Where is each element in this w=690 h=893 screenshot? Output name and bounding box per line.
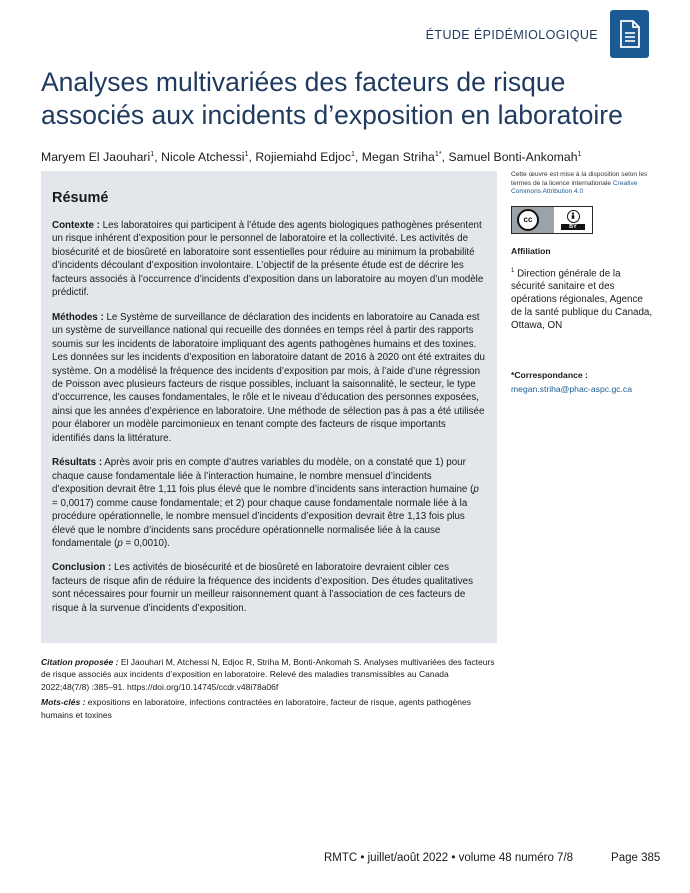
p-symbol: p	[117, 537, 123, 549]
attribution-box	[554, 207, 592, 233]
methods-label: Méthodes :	[52, 311, 104, 323]
section-label: ÉTUDE ÉPIDÉMIOLOGIQUE	[425, 28, 598, 42]
author-list: Maryem El Jaouhari$^1$, Nicole Atchessi$^1$, Rojiemiahd Edjoc$^1$, Megan Striha$^{1*}$, Samuel Bonti-Ankomah$^1$	[41, 150, 582, 164]
attribution-label: BY	[561, 224, 585, 230]
citation-text: El Jaouhari M, Atchessi N, Edjoc R, Striha M, Bonti-Ankomah S. Analyses multivariées des facteurs de risque associés aux incidents d’exposition en laboratoire. Relevé des maladies transmissibles au Canada 2022;48(7/8) :385–91. https://doi.org/10.14745/ccdr.v48i78a06f	[41, 657, 495, 692]
journal-info: RMTC • juillet/août 2022 • volume 48 numéro 7/8	[324, 852, 574, 864]
abstract-results	[52, 456, 486, 550]
creative-commons-icon: cc	[517, 209, 539, 231]
author-name: Nicole Atchessi	[161, 150, 245, 164]
conclusion-label: Conclusion :	[52, 562, 112, 574]
affiliation-sup: 1	[511, 267, 515, 274]
affiliation-body: Direction générale de la sécurité sanitaire et des opérations régionales, Agence de la santé publique du Canada, Ottawa, ON	[511, 268, 653, 332]
license-description: Cette œuvre est mise à la disposition selon les termes de la licence internationale	[511, 171, 648, 187]
sidebar	[511, 171, 656, 394]
conclusion-text: Les activités de biosécurité et de biosûreté en laboratoire devraient cibler ces facteurs de risque afin de réduire la fréquence des incidents d’exposition. Des études qualitatives sont nécessaires pour fournir un meilleur raisonnement quant à l’association de ces facteurs de risque à la survenue d’incidents d’exposition.	[52, 562, 473, 614]
author-name: Samuel Bonti-Ankomah	[448, 150, 578, 164]
keywords-text: expositions en laboratoire, infections contractées en laboratoire, facteur de risque, agents pathogènes humains et toxines	[41, 697, 471, 720]
page-number: Page 385	[611, 852, 661, 864]
abstract-heading: Résumé	[52, 190, 109, 206]
page-footer	[324, 852, 660, 864]
author-affiliation-sup: 1	[577, 150, 582, 158]
results-text-2: = 0,0017) comme cause fondamentale; et 2) pour chaque cause fondamentale normale liée à la procédure opérationnelle, le nombre mensuel d’incidents d’exposition devrait être 1,13 fois plus élevé que le nombre d’incidents sans procédure opérationnelle normalisée liée à la cause fondamentale (	[52, 497, 468, 549]
correspondence-email[interactable]: megan.striha@phac-aspc.gc.ca	[511, 384, 632, 395]
abstract-methods	[52, 311, 486, 446]
keywords	[41, 696, 497, 721]
attribution-person-icon	[567, 210, 580, 223]
author-affiliation-sup: 1*	[434, 150, 442, 158]
document-icon	[619, 20, 641, 48]
p-symbol: p	[473, 484, 479, 496]
context-label: Contexte :	[52, 220, 100, 231]
affiliation-heading: Affiliation	[511, 245, 551, 256]
abstract-conclusion	[52, 561, 486, 615]
keywords-label: Mots-clés :	[41, 697, 86, 708]
abstract-context	[52, 219, 486, 300]
abstract-box	[41, 171, 497, 643]
author-affiliation-sup: 1	[244, 150, 249, 158]
affiliation-text	[511, 265, 656, 332]
author-affiliation-sup: 1	[350, 150, 355, 158]
methods-text: Le Système de surveillance de déclaration des incidents en laboratoire au Canada est un système de surveillance national qui recueille des données en temps réel à partir des rapports soumis sur les incidents de laboratoire impliquant des agents pathogènes humains et des toxines. Les données sur les incidents d’exposition en laboratoire datant de 2016 à 2020 ont été extraites du système. On a modélisé la fréquence des incidents d’exposition par mois, à l’aide d’une régression de Poisson avec plusieurs facteurs de risque possibles, incluant la saisonnalité, le secteur, le type d’occurrence, les causes fondamentales, le rôle et le niveau d’éducation des personnes exposées, ainsi que les années d’expérience en laboratoire. Une méthode de sélection pas à pas a été utilisée pour élaborer un modèle parcimonieux en tenant compte des facteurs de risque importants identifiés dans la littérature.	[52, 311, 485, 444]
citation-label: Citation proposée :	[41, 657, 119, 667]
context-text: Les laboratoires qui participent à l’étude des agents biologiques pathogènes présentent un risque inhérent d’exposition pour le personnel de laboratoire et la collectivité. Les activités de biosécurité et de biosûreté en laboratoire sont essentielles pour réduire au minimum la probabilité d’incidents découlant d’exposition involontaire. L’objectif de la présente étude est de décrire les facteurs associés à l’occurrence d’incidents d’exposition dans un laboratoire au moyen d’un modèle prédictif.	[52, 220, 484, 299]
results-text-3: = 0,0010).	[122, 537, 170, 549]
suggested-citation	[41, 656, 497, 693]
cc-by-badge[interactable]	[511, 206, 593, 234]
results-label: Résultats :	[52, 457, 103, 469]
license-link[interactable]: Creative Commons Attribution 4.0	[511, 179, 638, 196]
author-name: Maryem El Jaouhari	[41, 150, 151, 164]
article-title: Analyses multivariées des facteurs de risque associés aux incidents d’exposition en laboratoire	[41, 67, 623, 130]
results-text-1: Après avoir pris en compte d’autres variables du modèle, on a constaté que 1) pour chaque cause fondamentale liée à l’interaction humaine, le nombre mensuel d’incidents d’exposition devrait être 1,11 fois plus élevé que le nombre d’incidents sans interaction humaine (	[52, 457, 474, 496]
license-text	[511, 171, 656, 197]
author-name: Rojiemiahd Edjoc	[255, 150, 351, 164]
author-affiliation-sup: 1	[150, 150, 155, 158]
author-name: Megan Striha	[361, 150, 435, 164]
citation-block	[41, 656, 497, 721]
correspondence-heading: *Correspondance :	[511, 370, 588, 381]
document-badge	[610, 10, 649, 58]
